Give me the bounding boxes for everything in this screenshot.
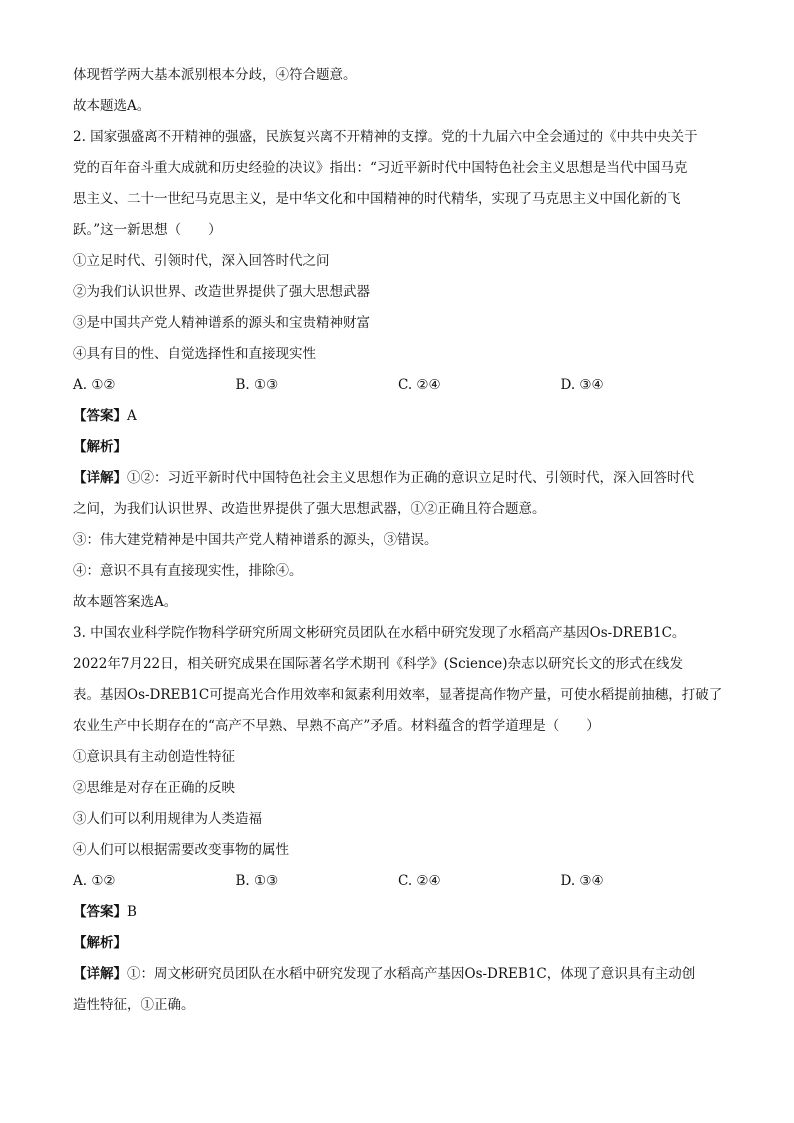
option-c: C. ②④ [398, 377, 441, 393]
detail-tag: 【详解】 [73, 966, 127, 982]
option-d: D. ③④ [560, 377, 604, 393]
option-a: A. ①② [73, 873, 116, 889]
question-3-statement: ③人们可以利用规律为人类造福 [73, 811, 262, 827]
question-3-detail: 造性特征，①正确。 [73, 997, 195, 1013]
analysis-tag: 【解析】 [73, 439, 127, 455]
document-page [73, 60, 723, 1021]
question-2-detail [73, 463, 723, 494]
question-2-statement: ②为我们认识世界、改造世界提供了强大思想武器 [73, 284, 370, 300]
answer-value: A [127, 408, 137, 424]
question-3-statement: ②思维是对存在正确的反映 [73, 780, 235, 796]
question-3-statement: ④人们可以根据需要改变事物的属性 [73, 842, 289, 858]
detail-text: ①：周文彬研究员团队在水稻中研究发现了水稻高产基因Os-DREB1C，体现了意识具有主动创 [127, 966, 696, 982]
text-line: 体现哲学两大基本派别根本分歧，④符合题意。 [73, 67, 357, 83]
question-3-detail [73, 959, 723, 990]
question-2-analysis-heading [73, 432, 723, 463]
question-3-stem: 2022年7月22日，相关研究成果在国际著名学术期刊《科学》(Science)杂志以研究长文的形式在线发 [73, 656, 684, 672]
question-2-conclusion: 故本题答案选A。 [73, 594, 178, 610]
question-2-answer [73, 401, 723, 432]
question-3-stem: 3. 中国农业科学院作物科学研究所周文彬研究员团队在水稻中研究发现了水稻高产基因Os-DREB1C。 [73, 625, 686, 641]
question-2-detail: 之问，为我们认识世界、改造世界提供了强大思想武器，①②正确且符合题意。 [73, 501, 546, 517]
option-a: A. ①② [73, 377, 116, 393]
question-3-options [73, 866, 723, 897]
answer-value: B [127, 904, 137, 920]
option-d: D. ③④ [560, 873, 604, 889]
question-3-stem: 农业生产中长期存在的“高产不早熟、早熟不高产”矛盾。材料蕴含的哲学道理是（ ） [73, 718, 600, 734]
question-2-stem: 思主义、二十一世纪马克思主义，是中华文化和中国精神的时代精华，实现了马克思主义中国化新的飞 [73, 191, 681, 207]
analysis-tag: 【解析】 [73, 935, 127, 951]
question-3-analysis-heading [73, 928, 723, 959]
text-line: 故本题选A。 [73, 98, 151, 114]
option-b: B. ①③ [235, 377, 279, 393]
question-2-options [73, 370, 723, 401]
question-3-stem: 表。基因Os-DREB1C可提高光合作用效率和氮素利用效率，显著提高作物产量，可使水稻提前抽穗，打破了 [73, 687, 723, 703]
option-b: B. ①③ [235, 873, 279, 889]
answer-tag: 【答案】 [73, 408, 127, 424]
option-c: C. ②④ [398, 873, 441, 889]
question-3-statement: ①意识具有主动创造性特征 [73, 749, 235, 765]
detail-tag: 【详解】 [73, 470, 127, 486]
question-2-stem: 党的百年奋斗重大成就和历史经验的决议》指出：“习近平新时代中国特色社会主义思想是当代中国马克 [73, 160, 688, 176]
question-2-statement: ④具有目的性、自觉选择性和直接现实性 [73, 346, 316, 362]
question-2-statement: ③是中国共产党人精神谱系的源头和宝贵精神财富 [73, 315, 370, 331]
question-3-answer [73, 897, 723, 928]
detail-text: ①②：习近平新时代中国特色社会主义思想作为正确的意识立足时代、引领时代，深入回答时代 [127, 470, 694, 486]
question-2-stem: 2. 国家强盛离不开精神的强盛，民族复兴离不开精神的支撑。党的十九届六中全会通过的《中共中央关于 [73, 129, 698, 145]
question-2-statement: ①立足时代、引领时代，深入回答时代之问 [73, 253, 330, 269]
answer-tag: 【答案】 [73, 904, 127, 920]
question-2-detail: ③：伟大建党精神是中国共产党人精神谱系的源头，③错误。 [73, 532, 438, 548]
question-2-stem: 跃。”这一新思想（ ） [73, 222, 222, 238]
question-2-detail: ④：意识不具有直接现实性，排除④。 [73, 563, 303, 579]
